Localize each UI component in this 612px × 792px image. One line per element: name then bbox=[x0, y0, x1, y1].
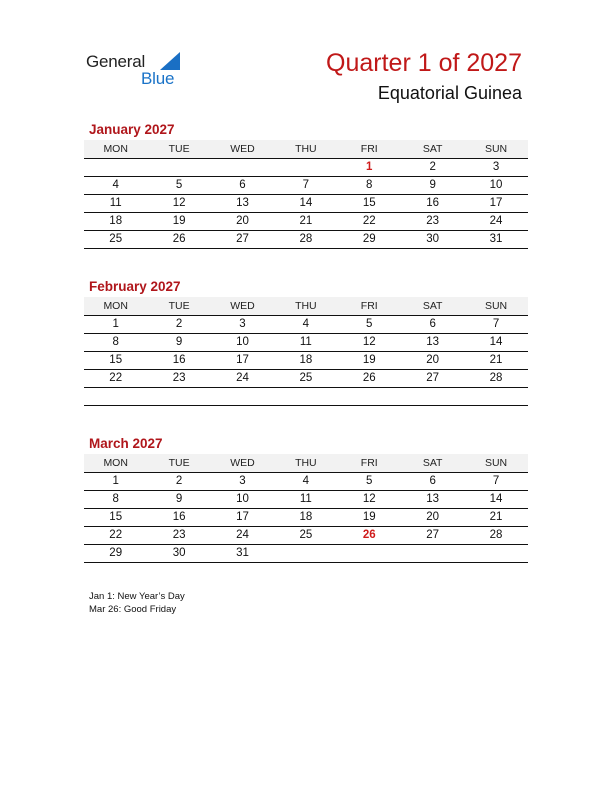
month-february bbox=[84, 279, 528, 406]
day-cell bbox=[147, 159, 210, 176]
week-row bbox=[84, 388, 528, 406]
day-cell: 20 bbox=[236, 215, 249, 227]
day-cell: 5 bbox=[366, 318, 373, 330]
day-cell: 21 bbox=[299, 215, 313, 227]
weekday-label: WED bbox=[230, 300, 255, 312]
week-row bbox=[84, 177, 528, 195]
day-cell: 8 bbox=[112, 493, 119, 505]
week-row bbox=[84, 316, 528, 334]
day-cell: 4 bbox=[112, 179, 119, 191]
weekday-label: THU bbox=[295, 457, 317, 469]
day-cell: 10 bbox=[489, 179, 503, 191]
weekday-label: FRI bbox=[360, 143, 378, 155]
day-cell: 3 bbox=[492, 161, 500, 173]
day-cell: 24 bbox=[236, 529, 249, 541]
week-row bbox=[84, 370, 528, 388]
day-cell: 20 bbox=[426, 354, 440, 366]
day-cell bbox=[274, 159, 337, 176]
day-cell: 19 bbox=[362, 354, 376, 366]
day-cell: 27 bbox=[426, 529, 440, 541]
day-cell: 10 bbox=[236, 493, 249, 505]
weekday-label: WED bbox=[230, 457, 255, 469]
weekday-label: SAT bbox=[422, 457, 443, 469]
day-cell bbox=[464, 545, 527, 562]
day-cell bbox=[211, 159, 274, 176]
day-cell: 11 bbox=[299, 493, 312, 505]
day-cell: 8 bbox=[366, 179, 373, 191]
day-cell: 5 bbox=[366, 475, 373, 487]
day-cell bbox=[84, 159, 147, 176]
day-cell: 26 bbox=[362, 372, 376, 384]
day-cell: 26 bbox=[172, 233, 186, 245]
day-cell: 22 bbox=[362, 215, 376, 227]
day-cell: 29 bbox=[109, 547, 123, 559]
day-cell: 25 bbox=[299, 372, 313, 384]
day-cell bbox=[147, 388, 210, 405]
day-cell: 7 bbox=[302, 179, 310, 191]
weekday-label: FRI bbox=[360, 457, 378, 469]
country-name: Equatorial Guinea bbox=[377, 83, 522, 103]
day-cell: 30 bbox=[172, 547, 186, 559]
weekday-label: MON bbox=[103, 457, 128, 469]
day-cell: 29 bbox=[362, 233, 376, 245]
day-cell: 11 bbox=[109, 197, 122, 209]
day-cell bbox=[338, 545, 401, 562]
day-cell: 4 bbox=[302, 318, 310, 330]
weekday-label: FRI bbox=[360, 300, 378, 312]
day-cell: 15 bbox=[109, 511, 123, 523]
day-cell bbox=[274, 388, 337, 405]
month-title: January 2027 bbox=[89, 122, 175, 137]
day-cell: 2 bbox=[429, 161, 436, 173]
day-cell: 23 bbox=[172, 529, 186, 541]
week-row bbox=[84, 213, 528, 231]
day-cell: 22 bbox=[109, 529, 123, 541]
day-cell: 24 bbox=[489, 215, 503, 227]
week-row bbox=[84, 509, 528, 527]
logo-triangle-icon bbox=[160, 52, 180, 70]
day-cell bbox=[84, 388, 147, 405]
day-cell bbox=[211, 388, 274, 405]
week-row bbox=[84, 527, 528, 545]
day-cell: 24 bbox=[236, 372, 249, 384]
day-cell: 13 bbox=[236, 197, 249, 209]
day-cell: 27 bbox=[426, 372, 440, 384]
page-title: Quarter 1 of 2027 bbox=[326, 49, 522, 77]
day-cell: 31 bbox=[236, 547, 249, 559]
day-cell: 30 bbox=[426, 233, 440, 245]
day-cell: 23 bbox=[426, 215, 440, 227]
day-cell: 31 bbox=[489, 233, 503, 245]
week-row bbox=[84, 334, 528, 352]
logo-general-text: General bbox=[86, 52, 146, 71]
day-cell: 18 bbox=[109, 215, 123, 227]
week-row bbox=[84, 473, 528, 491]
month-title: March 2027 bbox=[89, 436, 163, 451]
day-cell bbox=[274, 545, 337, 562]
holiday-note: Jan 1: New Year’s Day bbox=[89, 591, 185, 602]
holiday-note: Mar 26: Good Friday bbox=[89, 604, 177, 615]
day-cell: 28 bbox=[489, 372, 503, 384]
day-cell: 10 bbox=[236, 336, 249, 348]
day-cell: 28 bbox=[299, 233, 313, 245]
weekday-header bbox=[84, 140, 528, 159]
month-january bbox=[84, 122, 528, 249]
day-cell: 14 bbox=[489, 493, 503, 505]
day-cell: 1 bbox=[112, 475, 119, 487]
day-cell: 21 bbox=[489, 511, 503, 523]
week-row bbox=[84, 159, 528, 177]
weekday-label: SAT bbox=[422, 300, 443, 312]
weekday-label: WED bbox=[230, 143, 255, 155]
weekday-label: SUN bbox=[484, 457, 508, 469]
weekday-label: THU bbox=[295, 300, 317, 312]
weekday-label: THU bbox=[295, 143, 317, 155]
weekday-label: TUE bbox=[168, 143, 190, 155]
day-cell: 18 bbox=[299, 354, 313, 366]
weekday-header bbox=[84, 454, 528, 473]
day-cell: 12 bbox=[362, 336, 376, 348]
week-row bbox=[84, 231, 528, 249]
day-cell: 12 bbox=[172, 197, 186, 209]
day-cell: 23 bbox=[172, 372, 186, 384]
day-cell: 9 bbox=[429, 179, 436, 191]
day-cell: 17 bbox=[489, 197, 503, 209]
day-cell: 11 bbox=[299, 336, 312, 348]
weekday-label: SUN bbox=[484, 300, 508, 312]
day-cell: 18 bbox=[299, 511, 313, 523]
day-cell: 19 bbox=[172, 215, 186, 227]
day-cell: 14 bbox=[299, 197, 313, 209]
holiday-day-cell: 26 bbox=[362, 529, 376, 541]
day-cell: 2 bbox=[175, 475, 183, 487]
day-cell: 19 bbox=[362, 511, 376, 523]
day-cell: 7 bbox=[492, 318, 500, 330]
week-row bbox=[84, 195, 528, 213]
day-cell: 25 bbox=[109, 233, 123, 245]
day-cell bbox=[338, 388, 401, 405]
weekday-label: MON bbox=[103, 143, 128, 155]
day-cell: 9 bbox=[175, 493, 183, 505]
day-cell: 3 bbox=[239, 475, 246, 487]
day-cell: 16 bbox=[172, 354, 186, 366]
day-cell: 2 bbox=[175, 318, 183, 330]
day-cell: 6 bbox=[429, 475, 436, 487]
day-cell: 16 bbox=[426, 197, 440, 209]
day-cell: 1 bbox=[112, 318, 119, 330]
week-row bbox=[84, 545, 528, 563]
weekday-label: SAT bbox=[422, 143, 443, 155]
day-cell: 21 bbox=[489, 354, 503, 366]
day-cell: 7 bbox=[492, 475, 500, 487]
holiday-notes bbox=[89, 590, 185, 616]
day-cell: 6 bbox=[429, 318, 436, 330]
day-cell bbox=[401, 388, 464, 405]
logo bbox=[86, 50, 196, 90]
day-cell: 25 bbox=[299, 529, 313, 541]
day-cell: 17 bbox=[236, 511, 249, 523]
day-cell: 5 bbox=[175, 179, 183, 191]
day-cell: 28 bbox=[489, 529, 503, 541]
holiday-day-cell: 1 bbox=[366, 161, 373, 173]
day-cell: 14 bbox=[489, 336, 503, 348]
day-cell: 22 bbox=[109, 372, 123, 384]
day-cell: 15 bbox=[109, 354, 123, 366]
month-title: February 2027 bbox=[89, 279, 181, 294]
day-cell: 27 bbox=[236, 233, 249, 245]
weekday-label: SUN bbox=[484, 143, 508, 155]
weekday-label: TUE bbox=[168, 457, 190, 469]
day-cell bbox=[464, 388, 527, 405]
week-row bbox=[84, 352, 528, 370]
day-cell: 6 bbox=[239, 179, 246, 191]
logo-blue-text: Blue bbox=[141, 69, 175, 88]
day-cell bbox=[401, 545, 464, 562]
day-cell: 3 bbox=[239, 318, 246, 330]
day-cell: 4 bbox=[302, 475, 310, 487]
day-cell: 8 bbox=[112, 336, 119, 348]
day-cell: 20 bbox=[426, 511, 440, 523]
day-cell: 13 bbox=[426, 493, 440, 505]
day-cell: 16 bbox=[172, 511, 186, 523]
day-cell: 13 bbox=[426, 336, 440, 348]
weekday-header bbox=[84, 297, 528, 316]
day-cell: 12 bbox=[362, 493, 376, 505]
week-row bbox=[84, 491, 528, 509]
weekday-label: MON bbox=[103, 300, 128, 312]
weekday-label: TUE bbox=[168, 300, 190, 312]
day-cell: 15 bbox=[362, 197, 376, 209]
month-march bbox=[84, 436, 528, 563]
day-cell: 9 bbox=[175, 336, 183, 348]
day-cell: 17 bbox=[236, 354, 249, 366]
